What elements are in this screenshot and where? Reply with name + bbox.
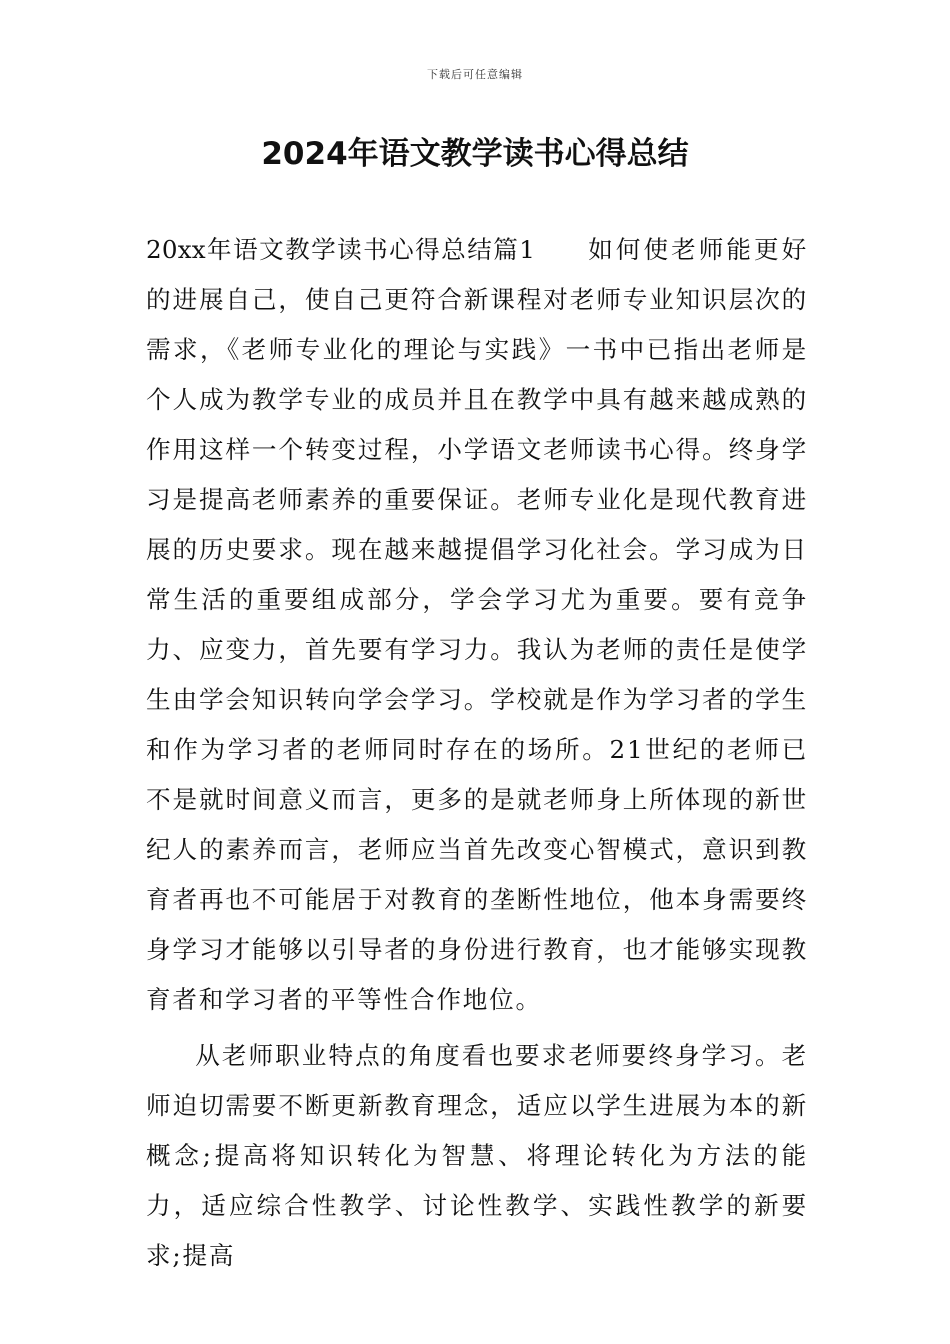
header-note: 下载后可任意编辑: [427, 68, 523, 81]
section-heading: 20xx年语文教学读书心得总结篇1: [146, 235, 536, 264]
document-body: [146, 225, 808, 1281]
paragraph-1-text: 如何使老师能更好的进展自己，使自己更符合新课程对老师专业知识层次的需求，《老师专业化的理论与实践》一书中已指出老师是个人成为教学专业的成员并且在教学中具有越来越成熟的作用这样一个转变过程，小学语文老师读书心得。终身学习是提高老师素养的重要保证。老师专业化是现代教育进展的历史要求。现在越来越提倡学习化社会。学习成为日常生活的重要组成部分，学会学习尤为重要。要有竞争力、应变力，首先要有学习力。我认为老师的责任是使学生由学会知识转向学会学习。学校就是作为学习者的学生和作为学习者的老师同时存在的场所。21世纪的老师已不是就时间意义而言，更多的是就老师身上所体现的新世纪人的素养而言，老师应当首先改变心智模式，意识到教育者再也不可能居于对教育的垄断性地位，他本身需要终身学习才能够以引导者的身份进行教育，也才能够实现教育者和学习者的平等性合作地位。: [146, 235, 808, 1014]
paragraph-2: 从老师职业特点的角度看也要求老师要终身学习。老师迫切需要不断更新教育理念，适应以学生进展为本的新概念;提高将知识转化为智慧、将理论转化为方法的能力，适应综合性教学、讨论性教学、实践性教学的新要求;提高: [146, 1041, 808, 1270]
paragraph-1: [146, 225, 808, 1025]
document-title: 2024年语文教学读书心得总结: [261, 136, 689, 172]
